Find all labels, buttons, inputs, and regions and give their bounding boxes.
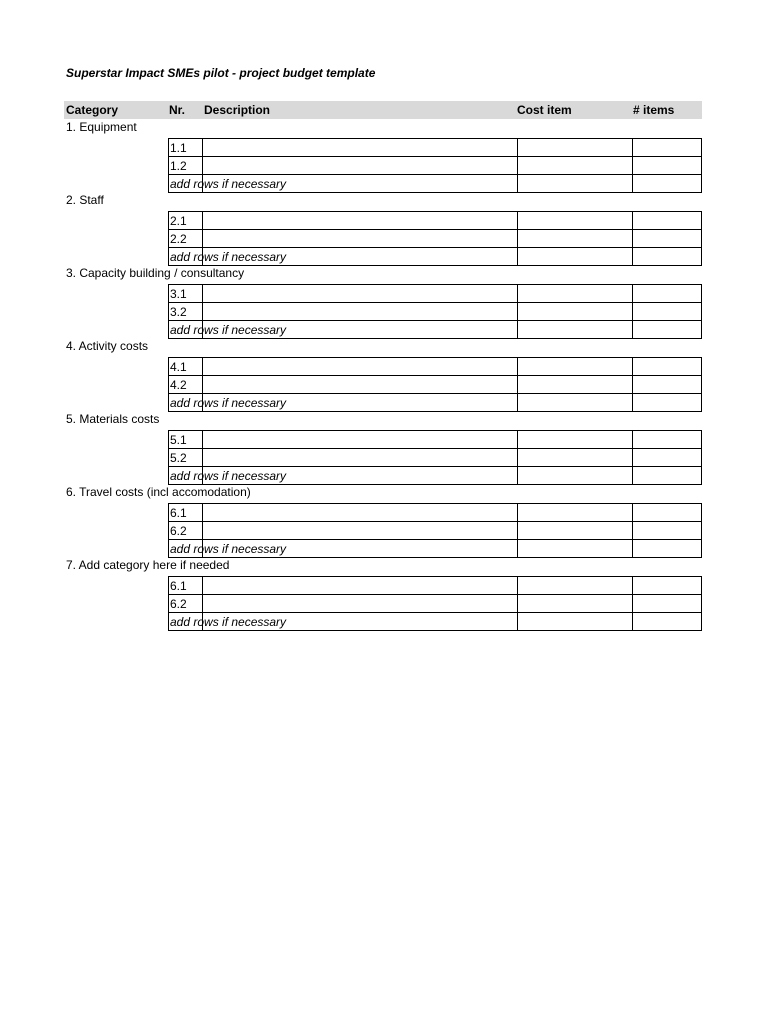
table-row xyxy=(169,230,702,248)
description-cell[interactable] xyxy=(203,431,517,449)
cost-item-cell[interactable] xyxy=(517,394,633,412)
add-rows-text: add rows if necessary xyxy=(170,614,287,629)
table-row xyxy=(169,522,702,540)
add-rows-text: add rows if necessary xyxy=(170,176,287,191)
cost-item-cell[interactable] xyxy=(517,175,633,193)
table-row xyxy=(169,504,702,522)
add-rows-cell[interactable] xyxy=(169,394,287,412)
description-cell[interactable] xyxy=(203,157,517,175)
add-rows-text: add rows if necessary xyxy=(170,322,287,337)
cost-item-cell[interactable] xyxy=(517,522,633,540)
cost-item-cell[interactable] xyxy=(517,540,633,558)
add-rows-cell[interactable] xyxy=(169,248,287,266)
header-items: # items xyxy=(633,103,675,117)
row-number: 6.2 xyxy=(169,595,203,613)
row-number: 2.1 xyxy=(169,212,203,230)
cost-item-cell[interactable] xyxy=(517,595,633,613)
items-cell[interactable] xyxy=(633,376,702,394)
cost-item-cell[interactable] xyxy=(517,285,633,303)
add-rows-row xyxy=(169,540,702,558)
items-cell[interactable] xyxy=(633,504,702,522)
table-row xyxy=(169,285,702,303)
category-label: 4. Activity costs xyxy=(66,339,149,353)
table-row xyxy=(169,376,702,394)
table-header-row xyxy=(64,101,702,119)
add-rows-row xyxy=(169,248,702,266)
cost-item-cell[interactable] xyxy=(517,303,633,321)
items-cell[interactable] xyxy=(633,212,702,230)
items-cell[interactable] xyxy=(633,139,702,157)
section-table xyxy=(168,576,702,631)
add-rows-text: add rows if necessary xyxy=(170,468,287,483)
section-table xyxy=(168,138,702,193)
items-cell[interactable] xyxy=(633,522,702,540)
cost-item-cell[interactable] xyxy=(517,321,633,339)
items-cell[interactable] xyxy=(633,358,702,376)
add-rows-cell[interactable] xyxy=(169,321,287,339)
add-rows-row xyxy=(169,321,702,339)
items-cell[interactable] xyxy=(633,157,702,175)
table-row xyxy=(169,449,702,467)
add-rows-cell[interactable] xyxy=(169,175,287,193)
row-number: 1.2 xyxy=(169,157,203,175)
items-cell[interactable] xyxy=(633,285,702,303)
section-table xyxy=(168,430,702,485)
description-cell[interactable] xyxy=(203,376,517,394)
description-cell[interactable] xyxy=(203,577,517,595)
items-cell[interactable] xyxy=(633,449,702,467)
category-label: 3. Capacity building / consultancy xyxy=(66,266,245,280)
category-label: 2. Staff xyxy=(66,193,104,207)
table-row xyxy=(169,358,702,376)
add-rows-cell[interactable] xyxy=(169,467,287,485)
category-label: 7. Add category here if needed xyxy=(66,558,230,572)
items-cell[interactable] xyxy=(633,175,702,193)
add-rows-cell[interactable] xyxy=(169,613,287,631)
row-number: 4.1 xyxy=(169,358,203,376)
items-cell[interactable] xyxy=(633,394,702,412)
add-rows-row xyxy=(169,467,702,485)
add-rows-row xyxy=(169,394,702,412)
table-row xyxy=(169,577,702,595)
row-number: 4.2 xyxy=(169,376,203,394)
cost-item-cell[interactable] xyxy=(517,467,633,485)
table-row xyxy=(169,212,702,230)
description-cell[interactable] xyxy=(203,449,517,467)
description-cell[interactable] xyxy=(203,230,517,248)
items-cell[interactable] xyxy=(633,303,702,321)
row-number: 2.2 xyxy=(169,230,203,248)
description-cell[interactable] xyxy=(203,595,517,613)
items-cell[interactable] xyxy=(633,321,702,339)
row-number: 3.1 xyxy=(169,285,203,303)
add-rows-text: add rows if necessary xyxy=(170,249,287,264)
cost-item-cell[interactable] xyxy=(517,376,633,394)
description-cell[interactable] xyxy=(203,285,517,303)
description-cell[interactable] xyxy=(203,522,517,540)
cost-item-cell[interactable] xyxy=(517,248,633,266)
category-label: 5. Materials costs xyxy=(66,412,160,426)
row-number: 6.1 xyxy=(169,504,203,522)
table-row xyxy=(169,139,702,157)
cost-item-cell[interactable] xyxy=(517,431,633,449)
description-cell[interactable] xyxy=(203,212,517,230)
cost-item-cell[interactable] xyxy=(517,139,633,157)
category-label: 6. Travel costs (incl accomodation) xyxy=(66,485,251,499)
cost-item-cell[interactable] xyxy=(517,613,633,631)
section-table xyxy=(168,503,702,558)
add-rows-text: add rows if necessary xyxy=(170,541,287,556)
add-rows-text: add rows if necessary xyxy=(170,395,287,410)
header-nr: Nr. xyxy=(169,103,186,117)
cost-item-cell[interactable] xyxy=(517,577,633,595)
table-row xyxy=(169,303,702,321)
items-cell[interactable] xyxy=(633,613,702,631)
add-rows-cell[interactable] xyxy=(169,540,287,558)
section-table xyxy=(168,211,702,266)
description-cell[interactable] xyxy=(203,504,517,522)
row-number: 6.1 xyxy=(169,577,203,595)
header-description: Description xyxy=(204,103,271,117)
add-rows-row xyxy=(169,175,702,193)
cost-item-cell[interactable] xyxy=(517,449,633,467)
table-row xyxy=(169,595,702,613)
row-number: 3.2 xyxy=(169,303,203,321)
cost-item-cell[interactable] xyxy=(517,157,633,175)
row-number: 5.2 xyxy=(169,449,203,467)
items-cell[interactable] xyxy=(633,595,702,613)
cost-item-cell[interactable] xyxy=(517,358,633,376)
items-cell[interactable] xyxy=(633,230,702,248)
header-cost-item: Cost item xyxy=(517,103,572,117)
description-cell[interactable] xyxy=(203,303,517,321)
cost-item-cell[interactable] xyxy=(517,212,633,230)
row-number: 5.1 xyxy=(169,431,203,449)
items-cell[interactable] xyxy=(633,467,702,485)
description-cell[interactable] xyxy=(203,358,517,376)
category-label: 1. Equipment xyxy=(66,120,137,134)
cost-item-cell[interactable] xyxy=(517,504,633,522)
add-rows-row xyxy=(169,613,702,631)
table-row xyxy=(169,157,702,175)
document-title: Superstar Impact SMEs pilot - project budget template xyxy=(66,66,376,80)
row-number: 6.2 xyxy=(169,522,203,540)
items-cell[interactable] xyxy=(633,431,702,449)
description-cell[interactable] xyxy=(203,139,517,157)
row-number: 1.1 xyxy=(169,139,203,157)
items-cell[interactable] xyxy=(633,540,702,558)
cost-item-cell[interactable] xyxy=(517,230,633,248)
header-category: Category xyxy=(66,103,119,117)
items-cell[interactable] xyxy=(633,248,702,266)
items-cell[interactable] xyxy=(633,577,702,595)
section-table xyxy=(168,284,702,339)
table-row xyxy=(169,431,702,449)
section-table xyxy=(168,357,702,412)
